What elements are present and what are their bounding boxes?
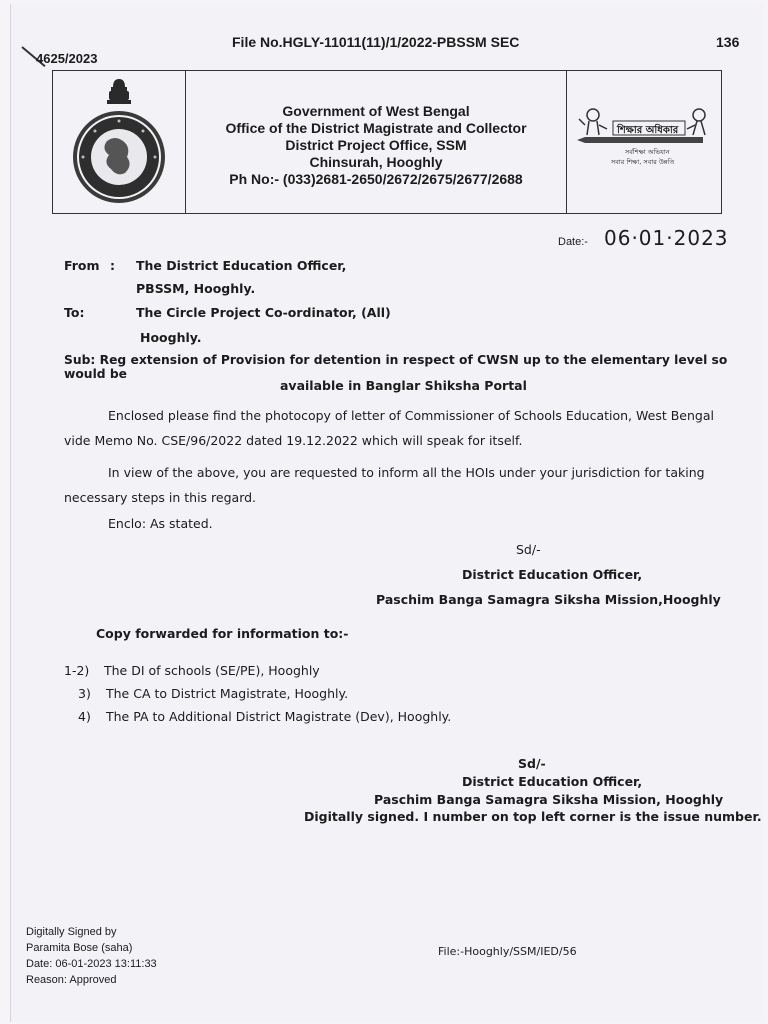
copy-forwarded-heading: Copy forwarded for information to:- xyxy=(96,626,349,641)
logo-sub-text-2: সবার শিক্ষা, সবার উন্নতি xyxy=(611,158,675,166)
copy-item-text: The DI of schools (SE/PE), Hooghly xyxy=(104,663,320,678)
paragraph-1-line-2: vide Memo No. CSE/96/2022 dated 19.12.2022 which will speak for itself. xyxy=(64,433,523,448)
signed-date: Date: 06-01-2023 13:11:33 xyxy=(26,958,157,970)
letterhead-logo-cell xyxy=(567,71,721,213)
letterhead-box xyxy=(52,70,722,214)
logo-title-text: শিক্ষার অধিকার xyxy=(617,125,679,136)
paragraph-1-line-1: Enclosed please find the photocopy of letter of Commissioner of Schools Education, West Bengal xyxy=(108,408,714,423)
to-line-1: The Circle Project Co-ordinator, (All) xyxy=(136,305,391,320)
sd-mark-2: Sd/- xyxy=(518,756,546,771)
sd-mark-1: Sd/- xyxy=(516,542,541,557)
subject-line-2: available in Banglar Shiksha Portal xyxy=(280,378,527,393)
copy-item-text: The PA to Additional District Magistrate (Dev), Hooghly. xyxy=(106,709,452,724)
signatory-title-2: District Education Officer, xyxy=(462,774,643,789)
paragraph-2-line-2: necessary steps in this regard. xyxy=(64,490,257,505)
subject-line-1: Sub: Reg extension of Provision for detention in respect of CWSN up to the elementary level so would be xyxy=(64,353,728,381)
west-bengal-emblem-icon xyxy=(53,71,185,213)
letterhead-line-location: Chinsurah, Hooghly xyxy=(309,154,443,170)
paragraph-2-line-1: In view of the above, you are requested to inform all the HOIs under your jurisdiction for taking xyxy=(108,465,705,480)
from-line-1: The District Education Officer, xyxy=(136,258,347,273)
from-line-2: PBSSM, Hooghly. xyxy=(136,281,256,296)
date-label: Date:- xyxy=(558,236,588,248)
copy-item-number: 3) xyxy=(78,686,91,701)
digital-signature-block xyxy=(26,924,157,988)
logo-sub-text-1: সর্বশিক্ষা অভিযান xyxy=(625,148,670,156)
letterhead-line-phone: Ph No:- (033)2681-2650/2672/2675/2677/2688 xyxy=(229,171,523,187)
to-label: To: xyxy=(64,305,85,320)
signer-name: Paramita Bose (saha) xyxy=(26,942,133,954)
right-to-education-logo-icon xyxy=(567,71,721,213)
letterhead-line-office: Office of the District Magistrate and Collector xyxy=(225,120,527,136)
signatory-title-1: District Education Officer, xyxy=(462,567,643,582)
from-label: From xyxy=(64,258,100,273)
page-number: 136 xyxy=(716,34,740,50)
digital-signature-note: Digitally signed. I number on top left corner is the issue number. xyxy=(304,809,762,824)
copy-item-number: 1-2) xyxy=(64,663,90,678)
letterhead-emblem-cell xyxy=(53,71,186,213)
from-colon: : xyxy=(110,258,115,273)
letterhead-line-project: District Project Office, SSM xyxy=(285,137,467,153)
copy-item-number: 4) xyxy=(78,709,91,724)
to-line-2: Hooghly. xyxy=(140,330,202,345)
footer-file-reference: File:-Hooghly/SSM/IED/56 xyxy=(438,945,577,958)
signatory-org-2: Paschim Banga Samagra Siksha Mission, Hooghly xyxy=(374,792,724,807)
signatory-org-1: Paschim Banga Samagra Siksha Mission,Hooghly xyxy=(376,592,721,607)
enclosure-note: Enclo: As stated. xyxy=(108,516,213,531)
signed-reason: Reason: Approved xyxy=(26,974,117,986)
letterhead-line-govt: Government of West Bengal xyxy=(282,103,470,119)
copy-item-text: The CA to District Magistrate, Hooghly. xyxy=(106,686,349,701)
file-number: File No.HGLY-11011(11)/1/2022-PBSSM SEC xyxy=(232,34,520,50)
date-handwritten: 06·01·2023 xyxy=(604,226,729,250)
letterhead-text-cell xyxy=(186,71,567,213)
issue-number: 4625/2023 xyxy=(36,51,98,66)
signed-by-label: Digitally Signed by xyxy=(26,926,117,938)
